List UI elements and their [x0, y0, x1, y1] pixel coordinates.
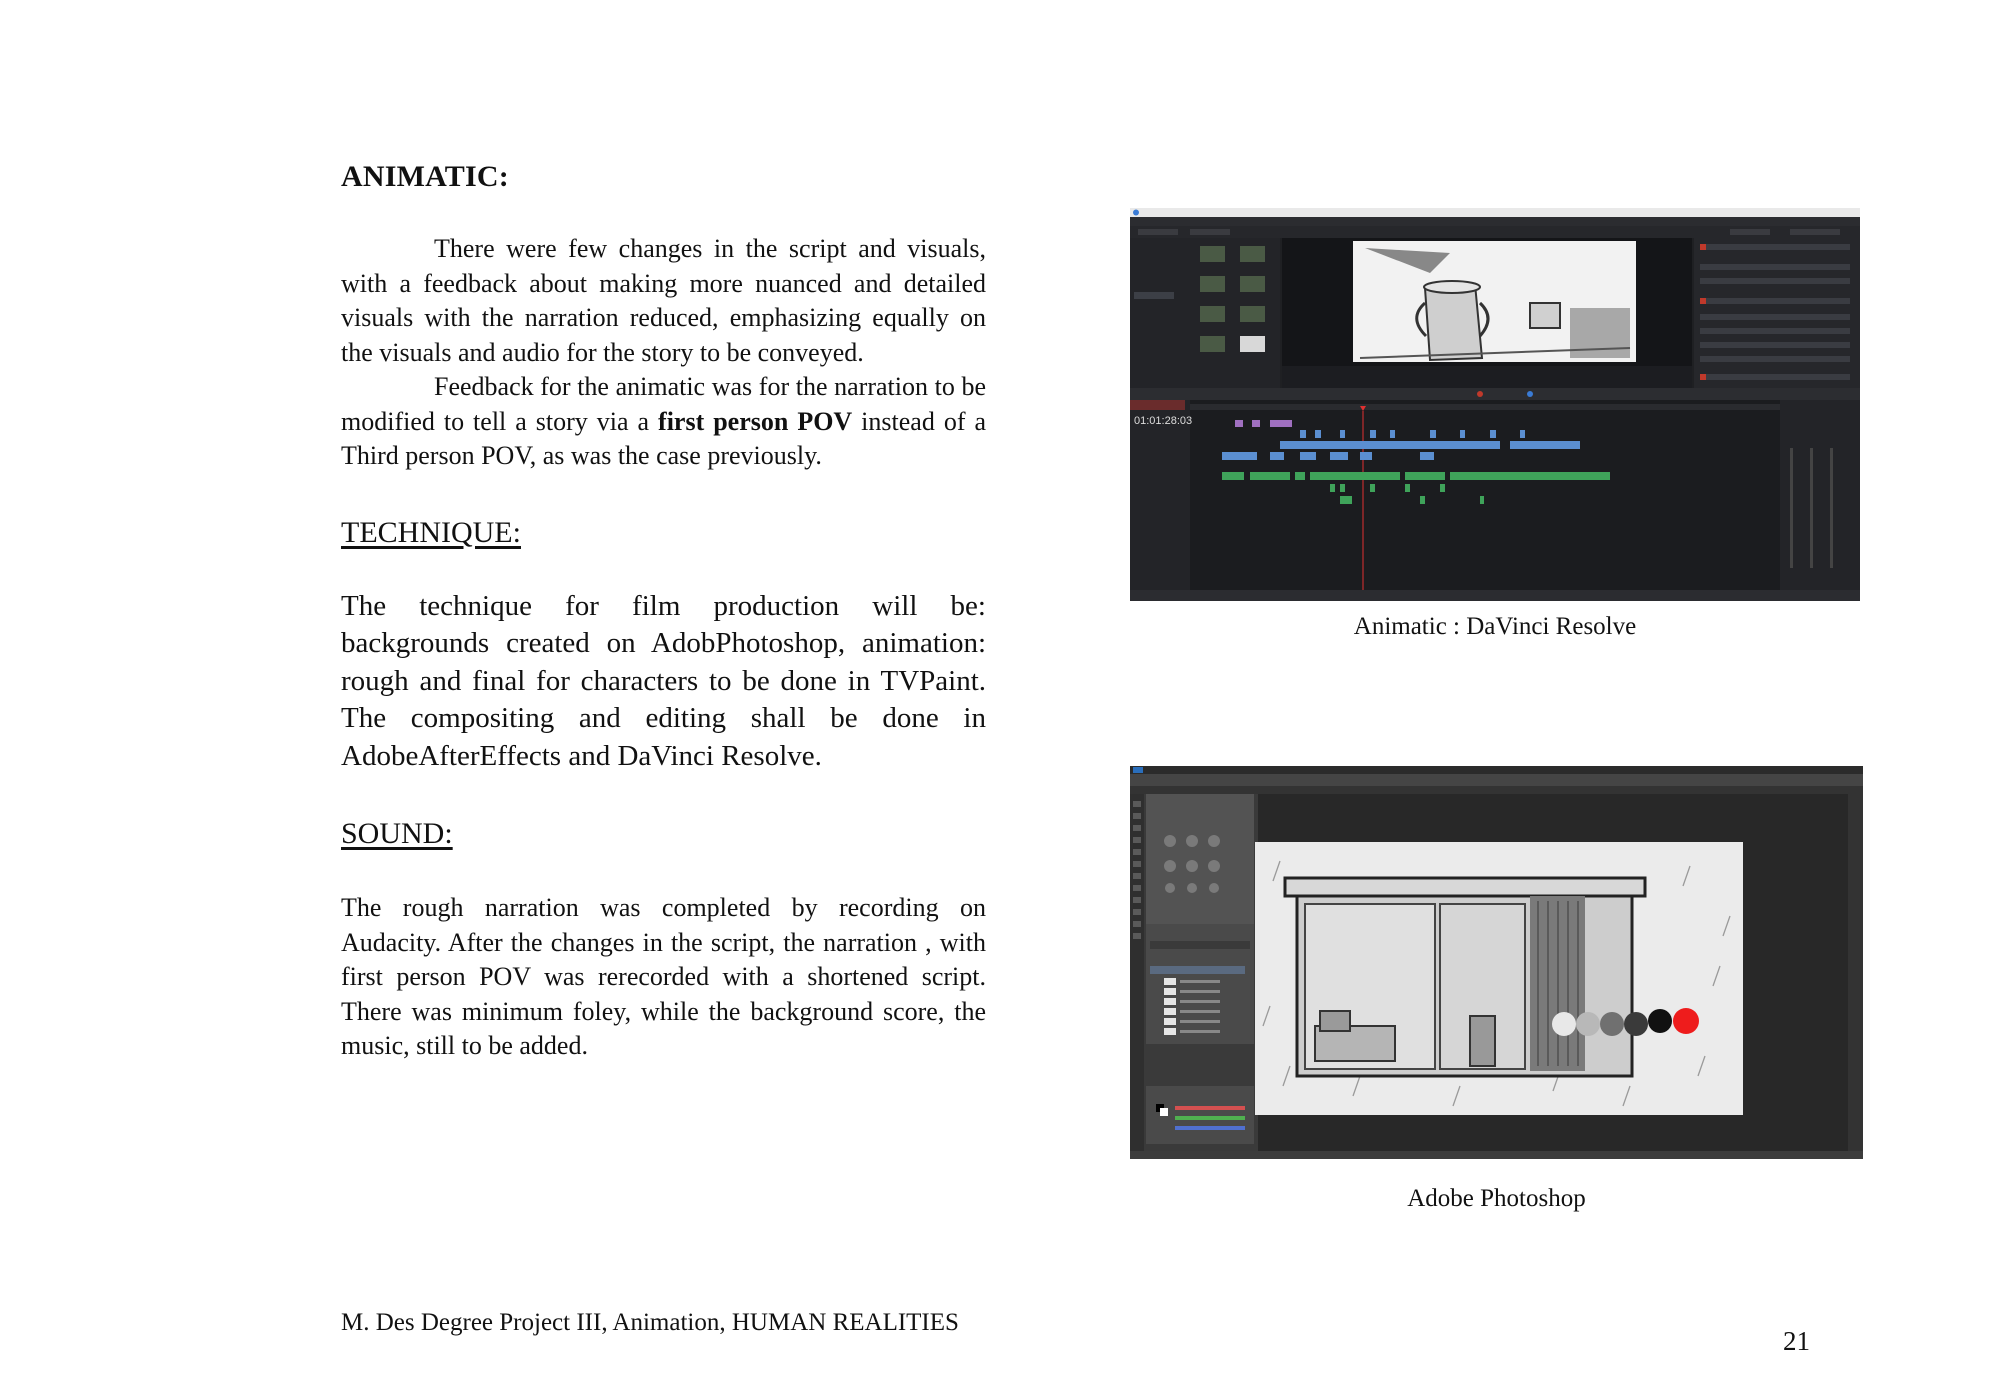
- resolve-ui-graphic: [1130, 208, 1860, 601]
- sound-heading: SOUND:: [341, 817, 453, 850]
- davinci-resolve-screenshot: [1130, 208, 1860, 601]
- resolve-timecode: 01:01:28:03: [1134, 415, 1193, 427]
- animatic-paragraph-1: There were few changes in the script and visuals, with a feedback about making more nuanced and detailed visuals with the narration reduced, emphasizing equally on the visuals and audio for the story to be conveyed.: [341, 234, 986, 367]
- animatic-paragraph-2: [341, 370, 986, 474]
- photoshop-screenshot: [1130, 766, 1863, 1159]
- animatic-paragraph-2-start: Feedback for the animatic was for the narration to be modified to tell a story via a: [341, 372, 986, 436]
- photoshop-caption: Adobe Photoshop: [1407, 1185, 1586, 1212]
- photoshop-ui-graphic: [1130, 766, 1863, 1159]
- sound-paragraph: The rough narration was completed by recording on Audacity. After the changes in the script, the narration , with first person POV was rerecorded with a shortened script. There was minimum foley, while the background score, the music, still to be added.: [341, 893, 986, 1060]
- technique-paragraph: The technique for film production will be: backgrounds created on AdobPhotoshop, animation: rough and final for characters to be done in TVPaint. The compositing and editing shall be done in AdobeAfterEffects and DaVinci Resolve.: [341, 589, 986, 772]
- footer-text: M. Des Degree Project III, Animation, HUMAN REALITIES: [341, 1309, 959, 1336]
- page-number: 21: [1783, 1326, 1810, 1356]
- animatic-paragraph-2-end: instead of a Third person POV, as was the case previously.: [341, 406, 986, 470]
- text-column: [341, 160, 986, 1064]
- first-person-pov-bold: first person POV: [658, 406, 853, 436]
- resolve-caption: Animatic : DaVinci Resolve: [1353, 613, 1637, 640]
- technique-heading: TECHNIQUE:: [341, 515, 521, 549]
- animatic-heading: ANIMATIC:: [341, 160, 509, 193]
